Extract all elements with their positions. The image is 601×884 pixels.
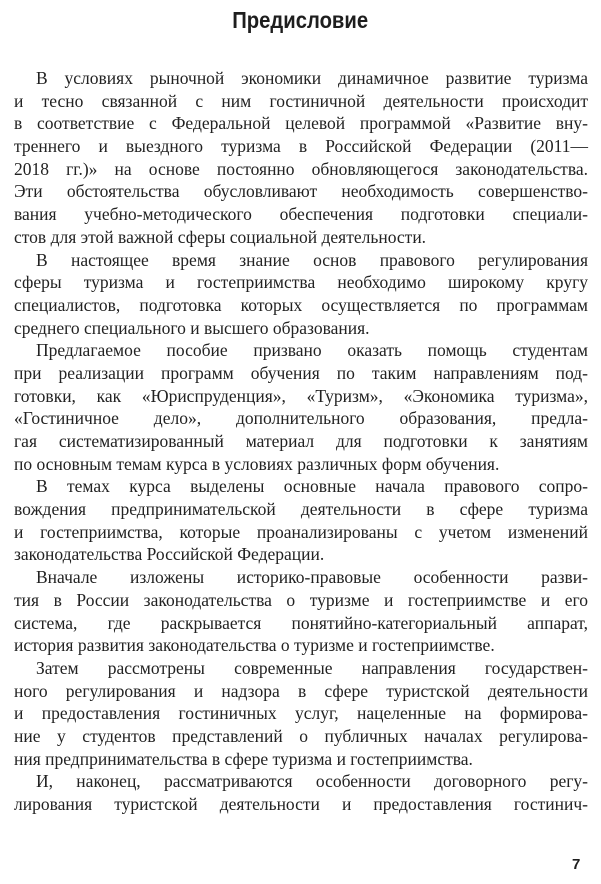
text-line: В условиях рыночной экономики динамичное развитие туризма: [36, 68, 588, 88]
paragraph-7: [14, 770, 588, 815]
text-line: В настоящее время знание основ правового регулирования: [36, 249, 588, 270]
text-line: стов для этой важной сферы социальной деятельности.: [14, 226, 427, 247]
text-line: при реализации программ обучения по таким направлениям под-: [14, 362, 588, 383]
text-line: Затем рассмотрены современные направления государствен-: [36, 657, 588, 678]
text-line: ние у студентов представлений о публичных началах регулирова-: [14, 725, 588, 746]
body-text: [14, 67, 588, 816]
page-title: [0, 6, 601, 34]
paragraph-5: [14, 566, 588, 657]
text-line: ного регулирования и надзора в сфере туристской деятельности: [14, 680, 588, 701]
text-line: специалистов, подготовка которых осуществляется по программам: [14, 294, 588, 315]
text-line: сферы туризма и гостеприимства необходимо широкому кругу: [14, 272, 588, 293]
paragraph-2: [14, 249, 588, 340]
text-line: Предлагаемое пособие призвано оказать помощь студентам: [36, 340, 588, 361]
text-line: среднего специального и высшего образования.: [14, 317, 370, 338]
text-line: и гостеприимства, которые проанализированы с учетом изменений: [14, 521, 588, 542]
paragraph-1: [14, 67, 588, 249]
text-line: Эти обстоятельства обусловливают необходимость совершенство-: [14, 181, 588, 202]
text-line: Вначале изложены историко-правовые особенности разви-: [36, 567, 588, 588]
text-line: история развития законодательства о туризме и гостеприимстве.: [14, 635, 495, 656]
text-line: система, где раскрывается понятийно-категориальный аппарат,: [14, 612, 588, 633]
text-line: гая систематизированный материал для подготовки к занятиям: [14, 431, 588, 451]
paragraph-3: [14, 339, 588, 475]
text-line: 2018 гг.)» на основе постоянно обновляющегося законодательства.: [14, 158, 588, 179]
text-line: законодательства Российской Федерации.: [14, 544, 325, 565]
page-title-text: Предисловие: [232, 7, 369, 33]
paragraph-4: [14, 475, 588, 566]
text-line: треннего и выездного туризма в Российской Федерации (2011—: [14, 136, 588, 157]
text-line: лирования туристской деятельности и предоставления гостинич-: [14, 794, 588, 814]
paragraph-6: [14, 657, 588, 770]
text-line: и тесно связанной с ним гостиничной деятельности происходит: [14, 90, 588, 111]
text-line: тия в России законодательства о туризме и гостеприимстве и его: [14, 589, 588, 610]
text-line: готовки, как «Юриспруденция», «Туризм», «Экономика туризма»,: [14, 385, 588, 406]
text-line: вания учебно-методического обеспечения подготовки специали-: [14, 204, 588, 225]
text-line: и предоставления гостиничных услуг, нацеленные на формирова-: [14, 703, 588, 724]
text-line: ния предпринимательства в сфере туризма и гостеприимства.: [14, 748, 473, 769]
text-line: вождения предпринимательской деятельности в сфере туризма: [14, 499, 588, 520]
text-line: В темах курса выделены основные начала правового сопро-: [36, 476, 588, 497]
page-number: 7: [572, 856, 581, 873]
text-line: И, наконец, рассматриваются особенности договорного регу-: [36, 771, 588, 792]
text-line: в соответствие с Федеральной целевой программой «Развитие вну-: [14, 113, 588, 134]
text-line: «Гостиничное дело», дополнительного образования, предла-: [14, 408, 588, 429]
text-line: по основным темам курса в условиях различных форм обучения.: [14, 453, 500, 474]
